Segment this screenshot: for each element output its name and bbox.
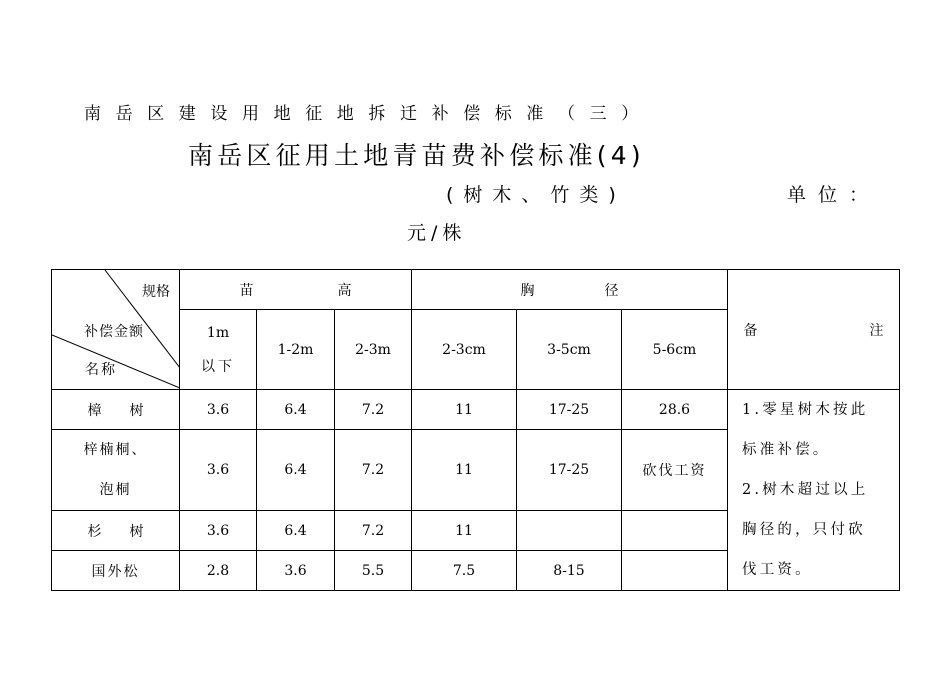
corner-header-cell xyxy=(52,270,180,390)
corner-amount-label: 补偿金额 xyxy=(84,324,144,340)
header-remarks: 备 注 xyxy=(728,270,900,390)
compensation-table xyxy=(51,269,900,591)
table-cell: 7.5 xyxy=(412,551,517,591)
table-cell: 7.2 xyxy=(335,390,412,430)
corner-name-label: 名称 xyxy=(85,362,117,378)
table-row xyxy=(52,390,900,430)
row-name: 樟 树 xyxy=(52,390,180,430)
col-height-under-1m: 1m 以下 xyxy=(180,310,257,390)
table-cell: 7.2 xyxy=(335,511,412,551)
note-line: 1.零星树木按此 xyxy=(742,402,869,418)
document-subtitle: (树木、竹类) xyxy=(446,184,626,206)
table-cell xyxy=(622,511,728,551)
table-cell: 6.4 xyxy=(257,390,335,430)
table-cell: 6.4 xyxy=(257,430,335,511)
table-cell: 3.6 xyxy=(257,551,335,591)
col-dbh-5-6cm: 5-6cm xyxy=(622,310,728,390)
table-cell: 3.6 xyxy=(180,430,257,511)
table-cell: 3.6 xyxy=(180,511,257,551)
table-cell: 6.4 xyxy=(257,511,335,551)
table-cell: 7.2 xyxy=(335,430,412,511)
table-cell: 11 xyxy=(412,511,517,551)
header-breast-diameter: 胸 径 xyxy=(412,270,728,310)
note-line: 标准补偿。 xyxy=(742,442,831,458)
row-name: 杉 树 xyxy=(52,511,180,551)
col-dbh-2-3cm: 2-3cm xyxy=(412,310,517,390)
table-cell xyxy=(622,551,728,591)
corner-spec-label: 规格 xyxy=(142,284,170,300)
table-cell: 17-25 xyxy=(517,430,622,511)
table-cell: 17-25 xyxy=(517,390,622,430)
table-cell: 8-15 xyxy=(517,551,622,591)
table-cell: 11 xyxy=(412,430,517,511)
col-dbh-3-5cm: 3-5cm xyxy=(517,310,622,390)
col-height-2-3m: 2-3m xyxy=(335,310,412,390)
note-line: 胸径的，只付砍 xyxy=(742,522,866,538)
document-title: 南岳区征用土地青苗费补偿标准(4) xyxy=(188,141,645,170)
table-cell xyxy=(517,511,622,551)
table-cell: 11 xyxy=(412,390,517,430)
header-seedling-height: 苗 高 xyxy=(180,270,412,310)
table-cell: 砍伐工资 xyxy=(622,430,728,511)
note-line: 伐工资。 xyxy=(742,562,813,578)
unit-value: 元/株 xyxy=(407,222,467,244)
table-cell: 2.8 xyxy=(180,551,257,591)
note-line: 2.树木超过以上 xyxy=(742,482,869,498)
row-name: 梓楠桐、 泡桐 xyxy=(52,430,180,511)
table-cell: 5.5 xyxy=(335,551,412,591)
remarks-notes xyxy=(728,390,900,591)
document-supertitle: 南岳区建设用地征地拆迁补偿标准（三） xyxy=(84,104,653,124)
row-name: 国外松 xyxy=(52,551,180,591)
unit-label: 单位： xyxy=(787,184,881,206)
table-cell: 28.6 xyxy=(622,390,728,430)
table-cell: 3.6 xyxy=(180,390,257,430)
col-height-1-2m: 1-2m xyxy=(257,310,335,390)
